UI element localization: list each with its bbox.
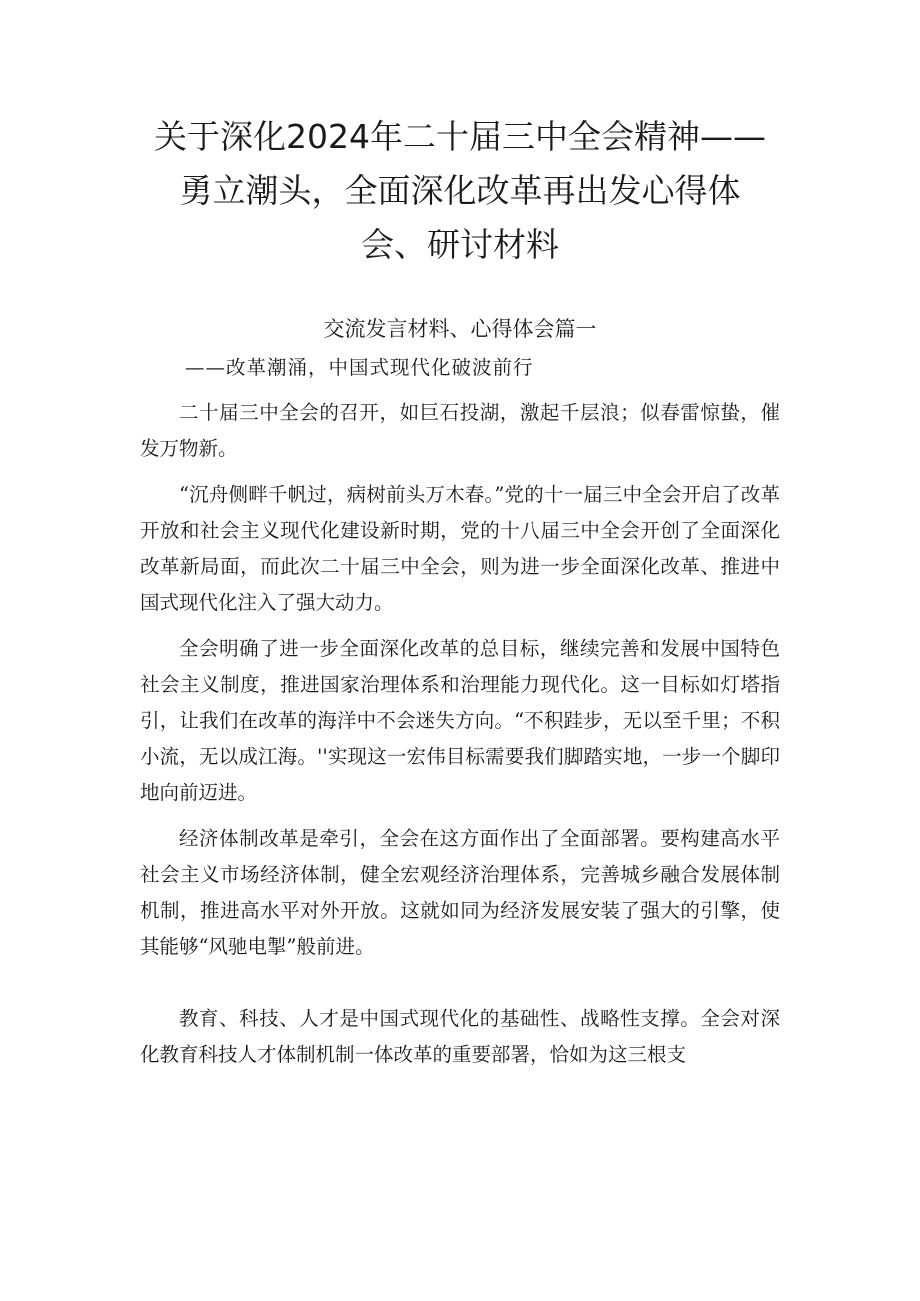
body-paragraph-4: 经济体制改革是牵引，全会在这方面作出了全面部署。要构建高水平社会主义市场经济体制，健全宏观经济治理体系，完善城乡融合发展体制机制，推进高水平对外开放。这就如同为经济发展安装了强大的引擎，使其能够“风驰电掣”般前进。: [140, 827, 780, 958]
body-paragraph-5: 教育、科技、人才是中国式现代化的基础性、战略性支撑。全会对深化教育科技人才体制机制一体改革的重要部署，恰如为这三根支: [140, 1007, 780, 1066]
title-line-2: 勇立潮头，全面深化改革再出发心得体: [179, 171, 741, 210]
title-line-3: 会、研讨材料: [361, 225, 559, 264]
document-body: [140, 350, 780, 1083]
body-paragraph-2: “沉舟侧畔千帆过，病树前头万木春。”党的十一届三中全会开启了改革开放和社会主义现代化建设新时期，党的十八届三中全会开创了全面深化改革新局面，而此次二十届三中全会，则为进一步全面深化改革、推进中国式现代化注入了强大动力。: [140, 483, 780, 614]
section-tagline: ——改革潮涌，中国式现代化破波前行: [185, 356, 534, 379]
body-paragraph-3: 全会明确了进一步全面深化改革的总目标，继续完善和发展中国特色社会主义制度，推进国家治理体系和治理能力现代化。这一目标如灯塔指引，让我们在改革的海洋中不会迷失方向。“不积跬步，无以至千里；不积小流，无以成江海。''实现这一宏伟目标需要我们脚踏实地，一步一个脚印地向前迈进。: [140, 637, 780, 804]
body-paragraph-1: 二十届三中全会的召开，如巨石投湖，激起千层浪；似春雷惊蛰，催发万物新。: [140, 401, 780, 460]
section-heading: 交流发言材料、心得体会篇一: [323, 317, 597, 341]
title-line-1: 关于深化2024年二十届三中全会精神——: [154, 117, 766, 156]
document-title: [120, 110, 800, 272]
